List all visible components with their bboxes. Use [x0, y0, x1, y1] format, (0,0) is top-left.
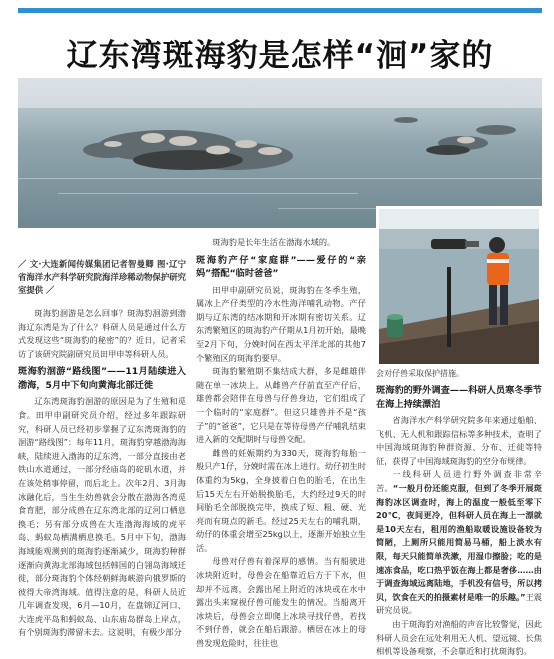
section-heading: 斑海豹洄游“路线图”——11月陆续进入渤海，5月中下旬向黄海北部迁徙 [18, 366, 186, 391]
paragraph [376, 468, 542, 618]
paragraph: 省海洋水产科学研究院多年来通过船舶、飞机、无人机和跟踪信标等多种技术，查明了中国海域斑海豹种群资源、分布、迁徙等特征，获得了中国海域斑海豹的空分布规律。 [376, 415, 542, 466]
article-column-1 [18, 258, 186, 640]
quote-attribution: 王震研究员说。 [376, 591, 542, 616]
photo-researcher-on-boat [376, 206, 542, 367]
paragraph-lead: 一线科研人员进行野外调查非常辛苦。 [376, 469, 542, 493]
paragraph: 母兽对仔兽有着深厚的感情。当有船驶进冰块附近时，母兽会在船靠近后方于下水，但却并不远离，会露出尾上附近的冰块或在水中露出头来窥视仔兽可能发生的情况。当船离开冰块后，母兽会立即爬上冰块寻找仔兽，若找不到仔兽，就会在船后跟游。栖居在冰上的母兽发现危险时，往往也 [196, 556, 366, 649]
paragraph: 雌兽的妊娠期约为330天，斑海豹每胎一般只产1仔，分娩时需在冰上进行。幼仔初生时体重约为5kg，全身披着白色的胎毛，在出生后15天左右开始脱换胎毛，大约经过9天的时间胎毛全部脱换完毕，换成了短、粗、硬、光亮而有斑点的新毛。经过25天左右的哺乳期，幼仔的体重会增至25kg以上，逐渐开始独立生活。 [196, 447, 366, 553]
paragraph: 辽东湾斑海豹洄游的原因是为了生殖和觅食。田甲申副研究员介绍，经过多年跟踪研究，科研人员已经初步掌握了辽东湾斑海豹的洄游“路线图”：每年11月，斑海豹穿越渤海海峡，陆续进入渤海的辽东湾，一部分直接由老铁山水道通过，一部分经庙岛的砣矶水道，并在该处稍事停留，而后北上。次年2月、3月海冰融化后，当生生幼兽就会分散在渤海各湾觅食育肥，部分成兽在辽东湾北部的辽河口栖息换毛；另有部分成兽在大连渤海海域的虎平岛、蚂蚁岛栖满栖息换毛。5月中下旬，渤海海域能观测到的斑海豹逐渐减少，斑海豹种群逐渐向黄海北部海域包括韩国的白翎岛海域迁徙，部分斑海豹个体经朝鲜海峡游向俄罗斯的彼得大帝湾海域。值得注意的是，科研人员近几年调查发现，6月—10月，在盘锦辽河口、大连虎平岛和蚂蚁岛、山东庙岛群岛上岸点，有个别斑海豹滞留未去。这说明，有极少部分 [18, 396, 186, 638]
article-byline: ／ 文·大连新闻传媒集团记者智曼卿 图·辽宁省海洋水产科学研究院海洋珍稀动物保护研究室提供 ／ [18, 259, 186, 295]
inset-caption: 会对仔兽采取保护措施。 [376, 369, 464, 378]
article-column-3 [376, 384, 542, 659]
article-column-2 [196, 236, 366, 651]
section-heading: 斑海豹产仔“家庭群”——爱仔的“亲妈”搭配“临时爸爸” [196, 254, 366, 280]
section-heading: 斑海豹的野外调查——科研人员寒冬季节在海上持续漂泊 [376, 385, 542, 410]
paragraph: 斑海豹洄游是怎么回事？斑海豹洄游到渤海辽东湾是为了什么？科研人员是通过什么方式发现这些“斑海豹的秘密”的？近日，记者采访了该研究院副研究员田甲申等科研人员。 [18, 308, 186, 359]
paragraph: 斑海豹是长年生活在渤海水域的。 [212, 237, 336, 247]
header-accent-bar [18, 8, 542, 13]
article-headline: 辽东湾斑海豹是怎样“洄”家的 [66, 38, 494, 74]
paragraph: 斑海豹繁殖期不集结成大群，多是雌雄伴随在单一冰块上。从雌兽产仔前直至产仔后，雄兽都会陪伴在母兽与仔兽身边，它们组成了一个临时的“家庭群”。但这只雄兽并不是“孩子”的“爸爸”，它只是在等待母兽产仔哺乳结束进入新的交配期时与母兽交配。 [196, 366, 366, 445]
researcher-quote: “一般月份还能克服，但到了冬季开展斑海豹冰区调查时，海上的温度一般低至零下20℃，夜间更冷，但科研人员在海上一漂就是10天左右，租用的渔船取暖设施设备较为简陋，上厕所只能用简易马桶，船上淡水有限，每天只能简单洗漱，用湿巾擦脸；吃的是速冻食品，吃口热乎饭在海上都是奢侈……由于调查海域远离陆地，手机没有信号，所以拷贝，饮食在天的拍摄素材是唯一的乐趣。” [376, 482, 542, 602]
paragraph: 由于斑海豹对渔船的声音比较警觉，因此科研人员会在远处利用无人机、望远镜、长焦相机等设备观察，不会靠近和打扰斑海豹。 [376, 618, 542, 657]
paragraph: 田甲申副研究员说，斑海豹在冬季生殖，属冰上产仔类型的冷水性海洋哺乳动物。产仔期与辽东湾的结冰期和开冰期有密切关系。辽东湾繁殖区的斑海豹产仔期从1月初开始，最晚至2月下旬，分娩时间在西太平洋北部的其他7个繁殖区的斑海豹要早。 [196, 284, 366, 363]
